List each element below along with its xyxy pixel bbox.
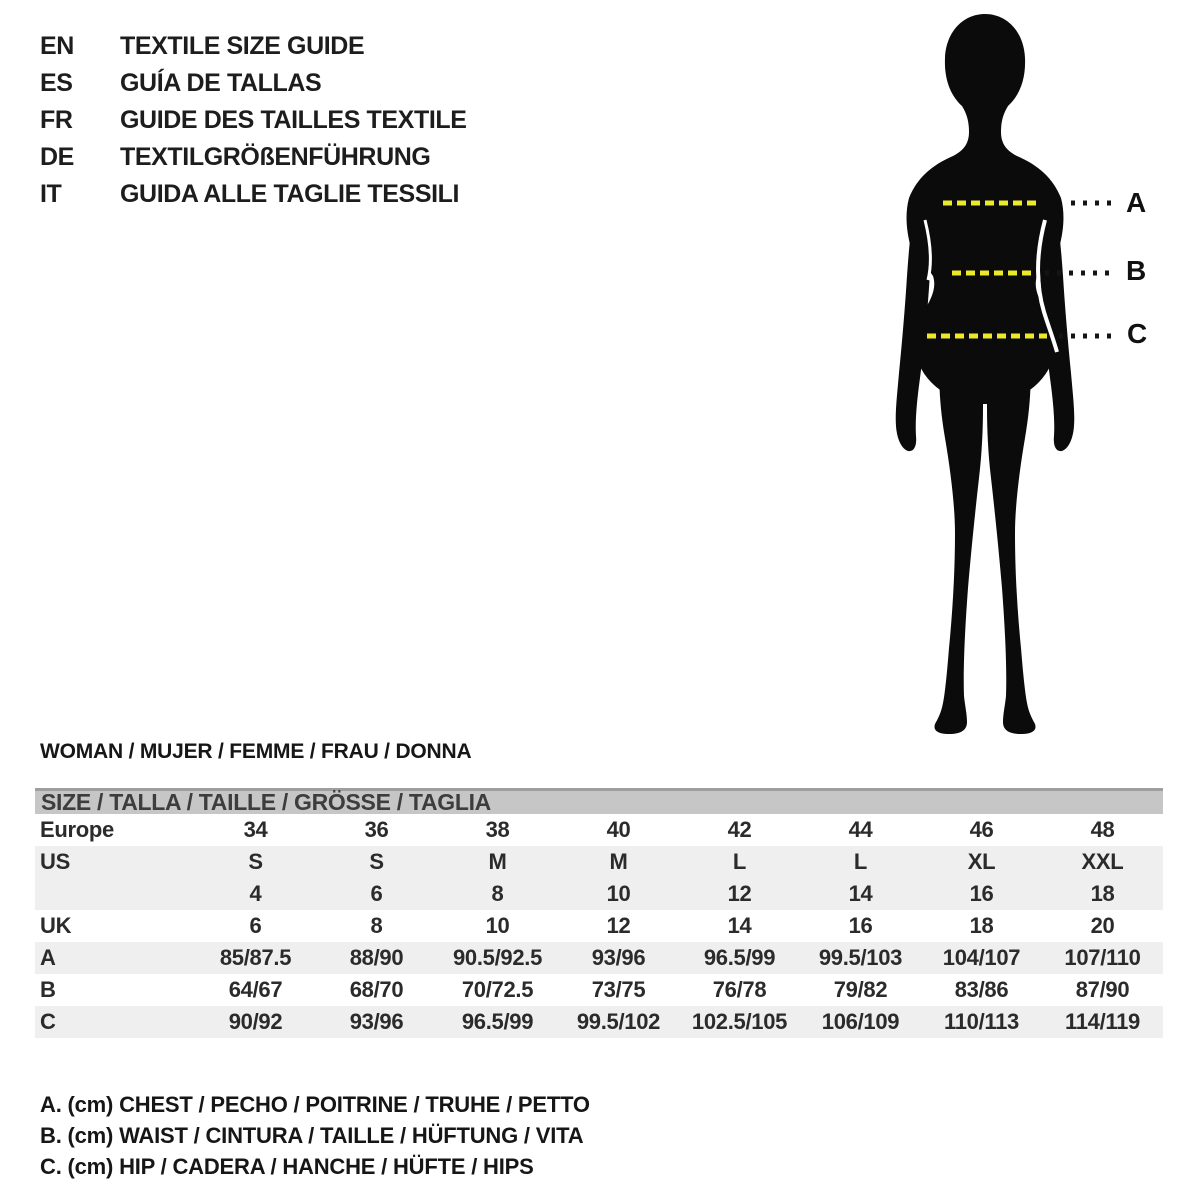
- size-cell: 114/119: [1065, 1009, 1140, 1034]
- size-cell: 85/87.5: [219, 945, 292, 970]
- size-cell: 42: [727, 817, 752, 842]
- size-cell: 12: [606, 913, 631, 938]
- size-cell: XL: [967, 849, 996, 874]
- chest-marker-label: A: [1126, 187, 1147, 218]
- guide-title-translation: TEXTILGRÖßENFÜHRUNG: [120, 143, 431, 171]
- size-cell: 110/113: [944, 1009, 1019, 1034]
- size-cell: 16: [969, 881, 994, 906]
- guide-title-translation: GUIDE DES TAILLES TEXTILE: [120, 106, 467, 134]
- row-label: UK: [40, 913, 72, 938]
- size-cell: 38: [485, 817, 510, 842]
- measurement-note: C. (cm) HIP / CADERA / HANCHE / HÜFTE / HIPS: [40, 1154, 534, 1179]
- language-code: FR: [40, 106, 73, 134]
- waist-marker-label: B: [1126, 255, 1147, 286]
- size-table-header: [35, 788, 1163, 814]
- size-cell: 18: [1090, 881, 1115, 906]
- size-cell: 93/96: [591, 945, 646, 970]
- size-cell: 10: [606, 881, 631, 906]
- size-cell: 79/82: [833, 977, 888, 1002]
- size-cell: 104/107: [942, 945, 1021, 970]
- size-cell: 96.5/99: [461, 1009, 534, 1034]
- size-cell: 107/110: [1064, 945, 1141, 970]
- guide-title-translation: GUÍA DE TALLAS: [120, 69, 322, 97]
- table-row: [35, 846, 1163, 878]
- size-cell: 20: [1090, 913, 1115, 938]
- size-cell: 87/90: [1075, 977, 1130, 1002]
- row-label: US: [40, 849, 70, 874]
- size-cell: 106/109: [821, 1009, 900, 1034]
- row-label: A: [40, 945, 56, 970]
- table-row: [35, 974, 1163, 1006]
- table-row: [35, 1006, 1163, 1038]
- language-guide-list: [40, 28, 467, 213]
- size-cell: 44: [848, 817, 873, 842]
- row-label: B: [40, 977, 56, 1002]
- size-cell: 70/72.5: [461, 977, 534, 1002]
- size-cell: S: [369, 849, 384, 874]
- size-cell: 6: [249, 913, 262, 938]
- language-guide-row: [40, 139, 467, 176]
- size-cell: 4: [249, 881, 262, 906]
- size-cell: 14: [727, 913, 752, 938]
- size-cell: 90.5/92.5: [452, 945, 543, 970]
- size-cell: 46: [969, 817, 994, 842]
- size-cell: 10: [485, 913, 510, 938]
- size-cell: 14: [848, 881, 873, 906]
- size-cell: 18: [969, 913, 994, 938]
- size-cell: 16: [848, 913, 873, 938]
- section-title-woman: WOMAN / MUJER / FEMME / FRAU / DONNA: [40, 740, 472, 763]
- size-cell: 12: [727, 881, 752, 906]
- size-cell: 6: [370, 881, 383, 906]
- table-row: [35, 814, 1163, 846]
- measurement-note: B. (cm) WAIST / CINTURA / TAILLE / HÜFTUNG / VITA: [40, 1123, 584, 1148]
- size-cell: 64/67: [228, 977, 283, 1002]
- size-cell: 76/78: [712, 977, 767, 1002]
- size-cell: 34: [243, 817, 268, 842]
- language-guide-row: [40, 65, 467, 102]
- size-cell: 96.5/99: [703, 945, 776, 970]
- size-cell: 90/92: [228, 1009, 283, 1034]
- size-cell: 99.5/103: [818, 945, 903, 970]
- language-code: EN: [40, 32, 74, 60]
- measurement-note: A. (cm) CHEST / PECHO / POITRINE / TRUHE / PETTO: [40, 1092, 590, 1117]
- size-cell: 40: [606, 817, 631, 842]
- hip-marker-label: C: [1127, 318, 1148, 349]
- size-cell: 93/96: [349, 1009, 404, 1034]
- language-code: IT: [40, 180, 62, 208]
- size-cell: 83/86: [954, 977, 1009, 1002]
- language-code: ES: [40, 69, 73, 97]
- guide-title-translation: TEXTILE SIZE GUIDE: [120, 32, 365, 60]
- size-cell: S: [248, 849, 263, 874]
- size-cell: M: [488, 849, 507, 874]
- size-cell: 48: [1090, 817, 1115, 842]
- size-cell: 73/75: [591, 977, 646, 1002]
- size-table-body: [35, 814, 1163, 1038]
- size-cell: L: [732, 849, 747, 874]
- language-code: DE: [40, 143, 74, 171]
- size-cell: XXL: [1081, 849, 1124, 874]
- size-cell: 99.5/102: [576, 1009, 661, 1034]
- size-table: [35, 788, 1163, 1038]
- size-cell: 68/70: [349, 977, 404, 1002]
- measurement-notes: [40, 1089, 590, 1182]
- table-row: [35, 910, 1163, 942]
- size-cell: 36: [364, 817, 389, 842]
- size-cell: 102.5/105: [691, 1009, 788, 1034]
- size-table-header-label: SIZE / TALLA / TAILLE / GRÖSSE / TAGLIA: [41, 789, 491, 815]
- language-guide-row: [40, 102, 467, 139]
- size-cell: 88/90: [349, 945, 404, 970]
- guide-title-translation: GUIDA ALLE TAGLIE TESSILI: [120, 180, 460, 208]
- size-cell: M: [609, 849, 628, 874]
- table-row: [35, 878, 1163, 910]
- table-row: [35, 942, 1163, 974]
- row-label: Europe: [40, 817, 114, 842]
- language-guide-row: [40, 176, 467, 213]
- language-guide-row: [40, 28, 467, 65]
- woman-silhouette-figure: [875, 8, 1115, 738]
- row-label: C: [40, 1009, 56, 1034]
- size-cell: 8: [370, 913, 383, 938]
- woman-silhouette: [896, 14, 1075, 734]
- size-cell: L: [853, 849, 868, 874]
- size-cell: 8: [491, 881, 504, 906]
